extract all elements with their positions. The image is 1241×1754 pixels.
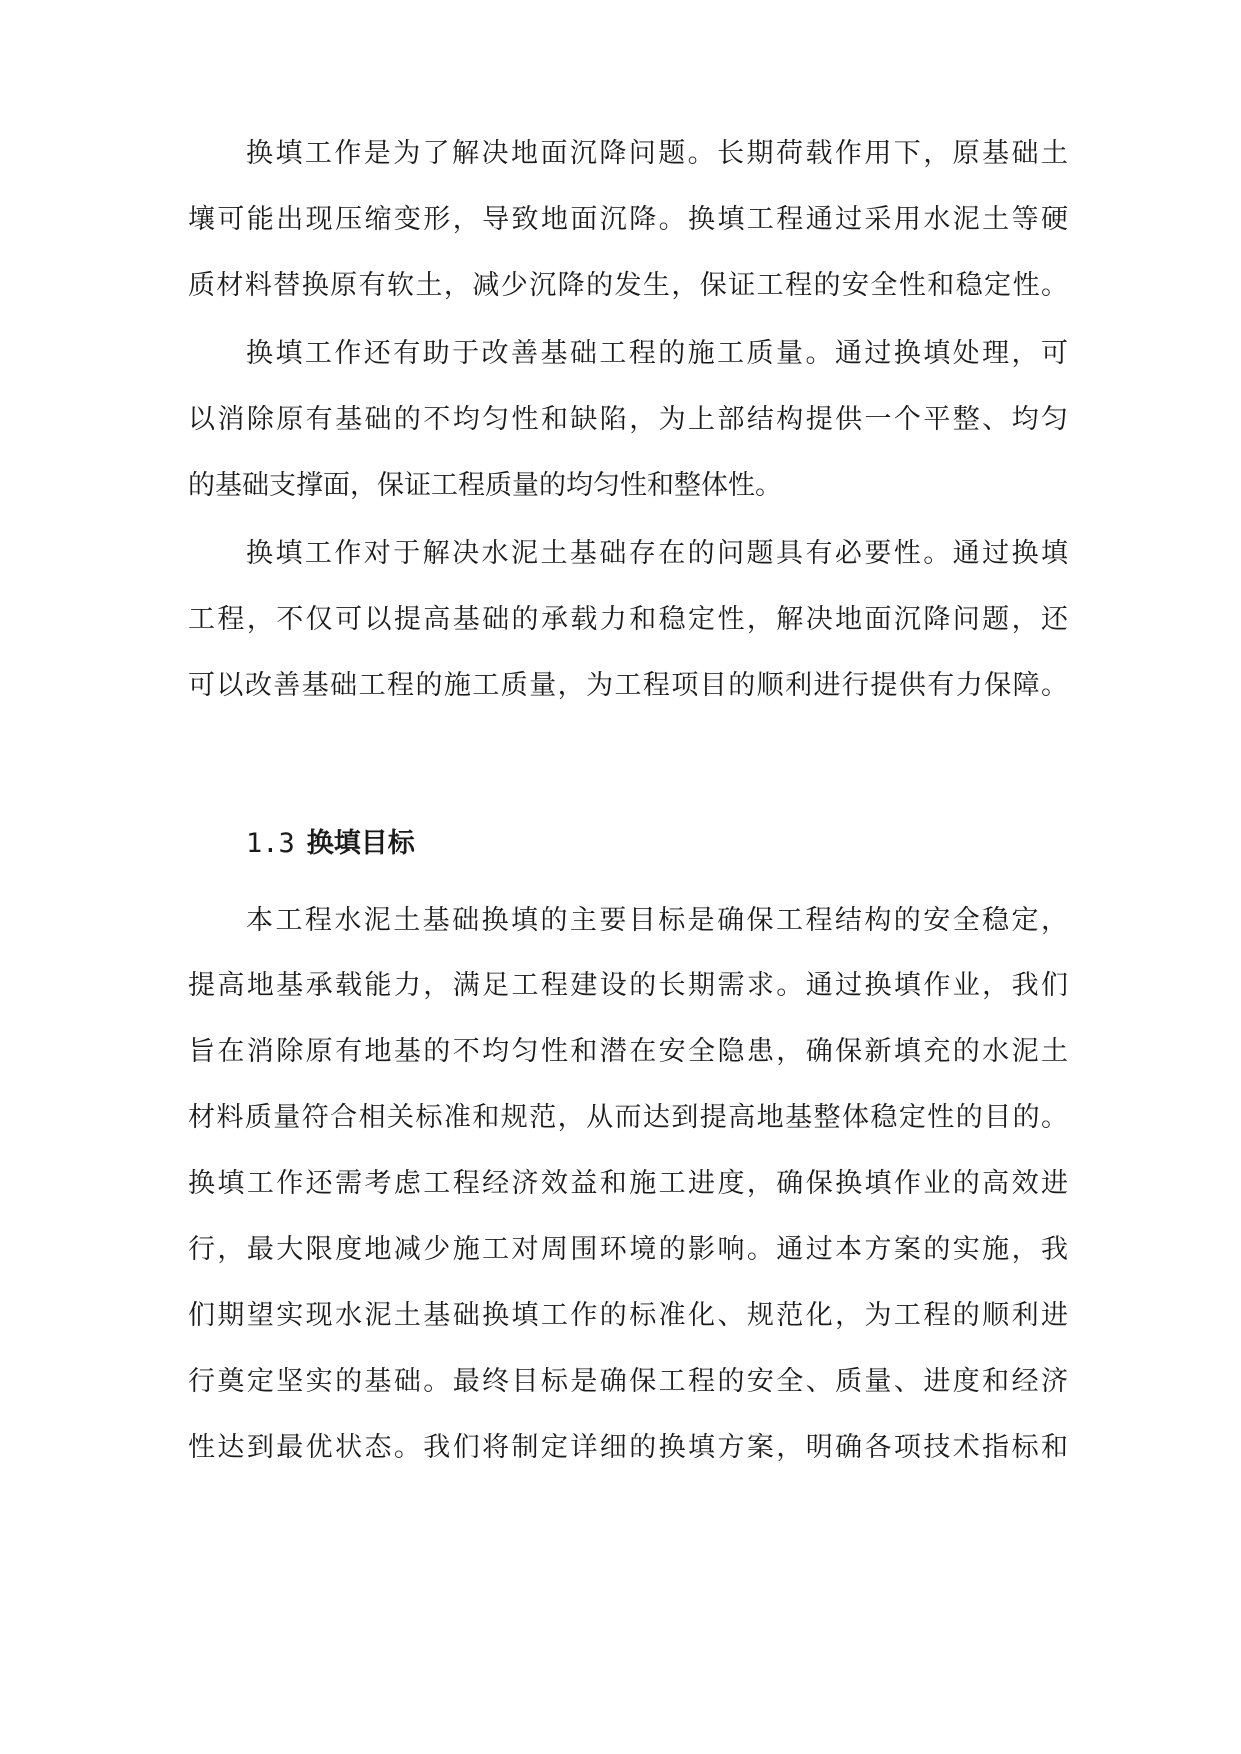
paragraph-2-line-2: 以消除原有基础的不均匀性和缺陷，为上部结构提供一个平整、均匀 [188, 404, 1068, 435]
section-heading [246, 826, 415, 862]
paragraph-3-line-3: 可以改善基础工程的施工质量，为工程项目的顺利进行提供有力保障。 [188, 670, 1068, 701]
section-paragraph-line-9: 性达到最优状态。我们将制定详细的换填方案，明确各项技术指标和 [188, 1432, 1068, 1463]
paragraph-1-line-3: 质材料替换原有软土，减少沉降的发生，保证工程的安全性和稳定性。 [188, 270, 1068, 301]
section-paragraph-line-4: 材料质量符合相关标准和规范，从而达到提高地基整体稳定性的目的。 [188, 1102, 1068, 1133]
section-paragraph-line-7: 们期望实现水泥土基础换填工作的标准化、规范化，为工程的顺利进 [188, 1300, 1068, 1331]
section-paragraph-line-6: 行，最大限度地减少施工对周围环境的影响。通过本方案的实施，我 [188, 1234, 1068, 1265]
section-paragraph-line-5: 换填工作还需考虑工程经济效益和施工进度，确保换填作业的高效进 [188, 1168, 1068, 1199]
section-number: 1.3 [246, 828, 295, 859]
paragraph-3-line-1: 换填工作对于解决水泥土基础存在的问题具有必要性。通过换填 [246, 538, 1068, 569]
paragraph-1-line-2: 壤可能出现压缩变形，导致地面沉降。换填工程通过采用水泥土等硬 [188, 204, 1068, 235]
paragraph-2-line-1: 换填工作还有助于改善基础工程的施工质量。通过换填处理，可 [246, 338, 1068, 369]
section-paragraph-line-3: 旨在消除原有地基的不均匀性和潜在安全隐患，确保新填充的水泥土 [188, 1036, 1068, 1067]
section-title: 换填目标 [306, 828, 415, 859]
section-paragraph-line-2: 提高地基承载能力，满足工程建设的长期需求。通过换填作业，我们 [188, 970, 1068, 1001]
section-paragraph-line-1: 本工程水泥土基础换填的主要目标是确保工程结构的安全稳定， [246, 905, 1068, 936]
paragraph-3-line-2: 工程，不仅可以提高基础的承载力和稳定性，解决地面沉降问题，还 [188, 604, 1068, 635]
paragraph-1-line-1: 换填工作是为了解决地面沉降问题。长期荷载作用下，原基础土 [246, 138, 1068, 169]
paragraph-2-line-3: 的基础支撑面，保证工程质量的均匀性和整体性。 [188, 470, 782, 501]
section-paragraph-line-8: 行奠定坚实的基础。最终目标是确保工程的安全、质量、进度和经济 [188, 1366, 1068, 1397]
